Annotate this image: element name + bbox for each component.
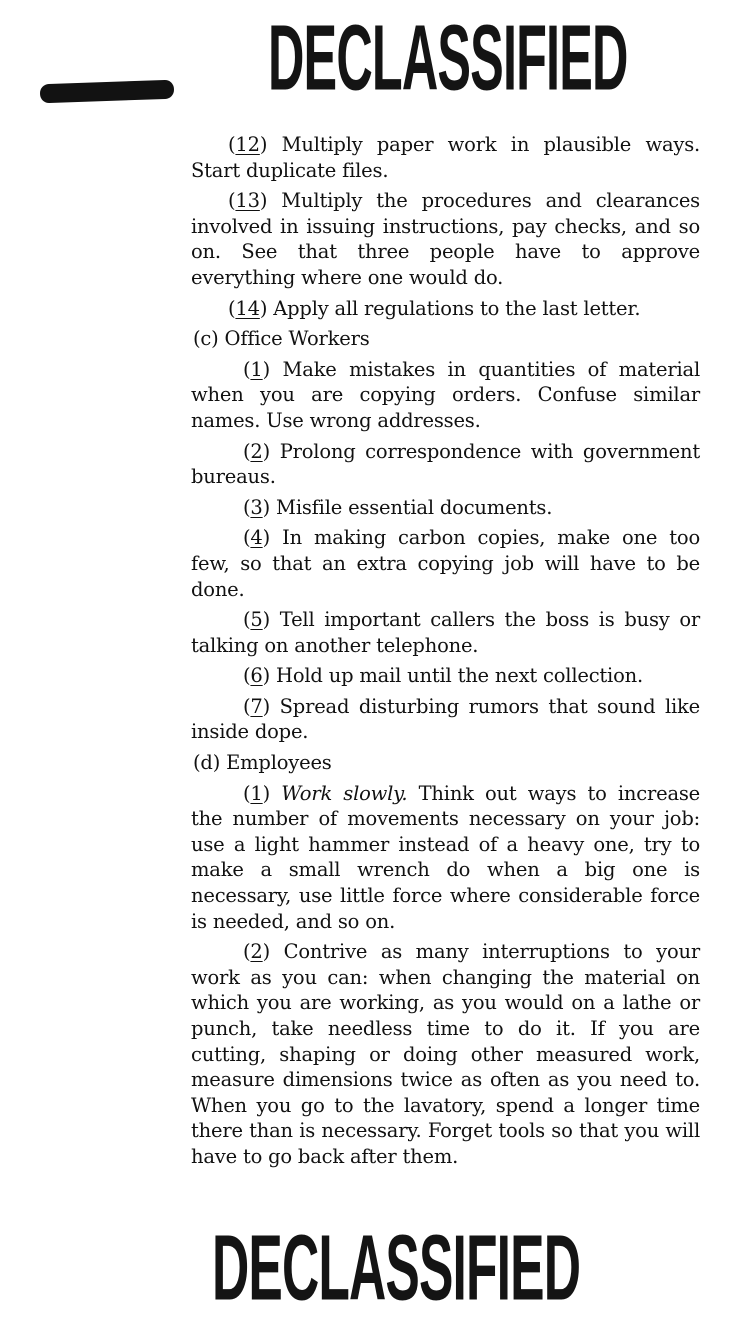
section-heading-office-workers bbox=[193, 326, 700, 352]
list-item-d1: (1) Work slowly. Think out ways to increase the number of movements necessary on your job: use a light hammer instead of a heavy one, try to make a small wrench do when a big one is necessary, use little force where considerable force is needed, and so on. bbox=[191, 781, 701, 933]
list-item-c1: (1) Make mistakes in quantities of material when you are copying orders. Confuse similar names. Use wrong addresses. bbox=[191, 357, 700, 432]
item-text: Apply all regulations to the last letter. bbox=[273, 296, 641, 320]
list-item-d2: (2) Contrive as many interruptions to your work as you can: when changing the material on which you are working, as you would on a lathe or punch, take needless time to do it. If you are cutting, shaping or doing other measured work, measure dimensions twice as often as you need to. When you go to the lavatory, spend a longer time there than is necessary. Forget tools so that you will have to go back after them. bbox=[191, 940, 700, 1168]
item-number: 2 bbox=[250, 439, 263, 463]
item-text: Tell important callers the boss is busy or talking on another telephone. bbox=[191, 608, 701, 657]
item-text: Prolong correspondence with government bureaus. bbox=[191, 439, 701, 489]
list-item-c3: (3) Misfile essential documents. bbox=[243, 495, 553, 519]
list-item-c4: (4) In making carbon copies, make one too few, so that an extra copying job will have to be done. bbox=[191, 526, 701, 601]
item-number: 7 bbox=[250, 694, 263, 718]
item-text: Hold up mail until the next collection. bbox=[276, 664, 643, 688]
list-item-c2: (2) Prolong correspondence with government bureaus. bbox=[191, 439, 701, 489]
list-item-c5: (5) Tell important callers the boss is busy or talking on another telephone. bbox=[191, 608, 701, 657]
list-item-b14: (14) Apply all regulations to the last letter. bbox=[228, 296, 641, 320]
item-number: 5 bbox=[250, 608, 263, 632]
item-text: Think out ways to increase the number of movements necessary on your job: use a light hammer instead of a heavy one, try to make a small wrench do when a big one is necessary, use little force where considerable force is needed, and so on. bbox=[191, 781, 701, 933]
section-label: (c) bbox=[193, 327, 219, 351]
item-number: 13 bbox=[235, 189, 260, 213]
redaction-mark bbox=[40, 80, 175, 104]
section-heading-employees bbox=[193, 750, 700, 776]
list-item-c6: (6) Hold up mail until the next collection. bbox=[243, 664, 643, 688]
item-number: 6 bbox=[250, 664, 263, 688]
document-body bbox=[191, 132, 700, 1175]
item-number: 4 bbox=[250, 526, 263, 550]
item-text: Multiply the procedures and clearances involved in issuing instructions, pay checks, and so on. See that three people have to approve everything where one would do. bbox=[191, 189, 700, 289]
item-text: Make mistakes in quantities of material when you are copying orders. Confuse similar names. Use wrong addresses. bbox=[191, 357, 700, 432]
section-label: (d) bbox=[193, 751, 221, 775]
item-emphasis: Work slowly. bbox=[281, 781, 408, 805]
list-item-c7: (7) Spread disturbing rumors that sound like inside dope. bbox=[191, 694, 700, 744]
item-number: 1 bbox=[250, 781, 263, 805]
declassified-stamp-bottom: DECLASSIFIED bbox=[212, 1215, 581, 1320]
list-item-b13: (13) Multiply the procedures and clearances involved in issuing instructions, pay checks, and so on. See that three people have to approve everything where one would do. bbox=[191, 189, 700, 289]
section-title: Employees bbox=[226, 751, 332, 775]
item-text: Multiply paper work in plausible ways. Start duplicate files. bbox=[191, 133, 700, 182]
item-number: 12 bbox=[235, 133, 260, 156]
section-title: Office Workers bbox=[224, 327, 370, 351]
list-item-b12: (12) Multiply paper work in plausible ways. Start duplicate files. bbox=[191, 133, 700, 182]
item-text: Spread disturbing rumors that sound like inside dope. bbox=[191, 694, 700, 744]
item-number: 14 bbox=[235, 296, 260, 320]
item-number: 1 bbox=[250, 357, 263, 381]
item-number: 2 bbox=[250, 940, 263, 964]
item-text: Contrive as many interruptions to your work as you can: when changing the material on which you are working, as you would on a lathe or punch, take needless time to do it. If you are cutting, shaping or doing other measured work, measure dimensions twice as often as you need to. When you go to the lavatory, spend a longer time there than is necessary. Forget tools so that you will have to go back after them. bbox=[191, 940, 700, 1168]
declassified-stamp-top: DECLASSIFIED bbox=[268, 5, 628, 110]
item-text: In making carbon copies, make one too few, so that an extra copying job will have to be done. bbox=[191, 526, 701, 601]
item-number: 3 bbox=[250, 495, 263, 519]
item-text: Misfile essential documents. bbox=[276, 495, 553, 519]
